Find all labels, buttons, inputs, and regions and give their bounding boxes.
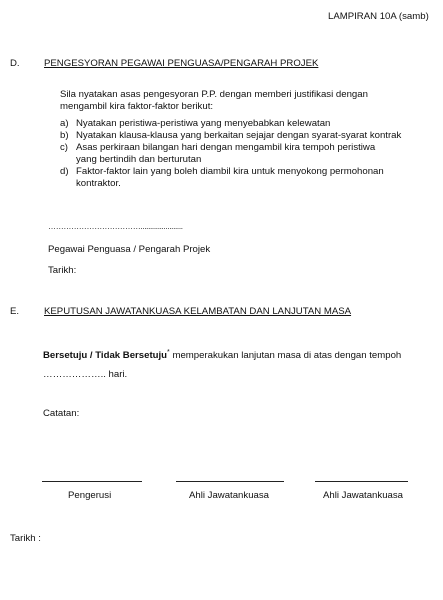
signatory-ahli-1: Ahli Jawatankuasa (189, 490, 269, 501)
section-e-letter: E. (10, 306, 20, 317)
list-item: c) Asas perkiraan bilangan hari dengan mengambil kira tempoh peristiwa yang bertindih dan berturutan (60, 142, 376, 166)
section-d-intro: Sila nyatakan asas pengesyoran P.P. dengan memberi justifikasi dengan mengambil kira faktor-faktor berikut: (60, 89, 368, 112)
signature-line-pengerusi (42, 481, 142, 482)
catatan-label: Catatan: (43, 408, 80, 419)
decision-mark: * (167, 349, 170, 356)
signature-line-ahli-1 (176, 481, 284, 482)
decision-options: Bersetuju / Tidak Bersetuju (43, 350, 168, 362)
decision-text (43, 349, 401, 361)
list-item: a) Nyatakan peristiwa-peristiwa yang menyebabkan kelewatan (60, 118, 331, 129)
decision-rest: memperakukan lanjutan masa di atas dengan tempoh (169, 350, 402, 362)
signatory-ahli-2: Ahli Jawatankuasa (323, 490, 403, 501)
section-e-title: KEPUTUSAN JAWATANKUASA KELAMBATAN DAN LANJUTAN MASA (44, 306, 352, 317)
section-d-letter: D. (10, 58, 20, 69)
signature-line: ………………………………...................... (48, 222, 183, 231)
signatory-title: Pegawai Penguasa / Pengarah Projek (48, 244, 211, 255)
tarikh-e-label: Tarikh : (10, 533, 41, 544)
section-d-title: PENGESYORAN PEGAWAI PENGUASA/PENGARAH PROJEK (44, 58, 319, 69)
days-field: ……………….. hari. (43, 369, 128, 380)
list-item: b) Nyatakan klausa-klausa yang berkaitan sejajar dengan syarat-syarat kontrak (60, 130, 402, 142)
appendix-label: LAMPIRAN 10A (samb) (328, 11, 429, 22)
criteria-list (60, 118, 410, 190)
list-item: d) Faktor-faktor lain yang boleh diambil kira untuk menyokong permohonan kontraktor. (60, 166, 384, 190)
signatory-pengerusi: Pengerusi (68, 490, 112, 501)
signature-line-ahli-2 (315, 481, 408, 482)
tarikh-label: Tarikh: (48, 265, 77, 276)
